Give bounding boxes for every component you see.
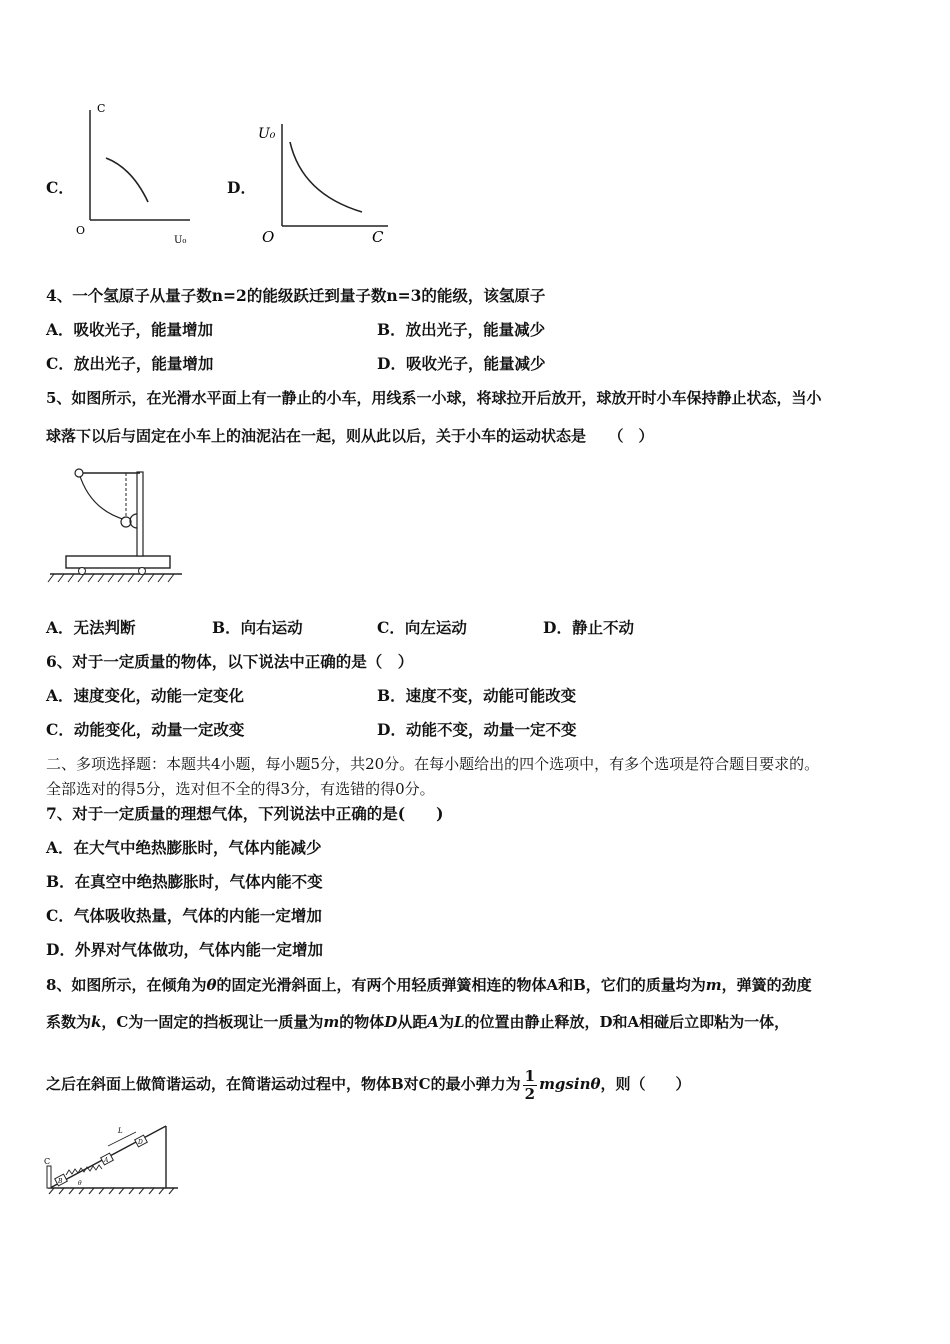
q7-option-d[interactable]: D．外界对气体做功，气体内能一定增加 bbox=[46, 940, 323, 959]
fig-label-l: L bbox=[118, 1127, 123, 1135]
graph-u0-vs-c bbox=[256, 118, 396, 248]
q5-stem-line1: 5、如图所示，在光滑水平面上有一静止的小车，用线系一小球，将球拉开后放开，球放开时小车保持静止状态，当小 bbox=[46, 389, 822, 407]
section2-heading-line2: 全部选对的得5分，选对但不全的得3分，有选错的得0分。 bbox=[46, 780, 435, 798]
graph-d-x-label: C bbox=[372, 228, 384, 246]
q7-stem: 7、对于一定质量的理想气体，下列说法中正确的是( ) bbox=[46, 804, 444, 823]
graph-c-x-label: U₀ bbox=[174, 235, 187, 246]
option-d-label: D． bbox=[227, 178, 256, 197]
q6-option-c[interactable]: C．动能变化，动量一定改变 bbox=[46, 720, 245, 739]
q4-stem: 4、一个氢原子从量子数n=2的能级跃迁到量子数n=3的能级，该氢原子 bbox=[46, 286, 546, 305]
q5-option-d[interactable]: D．静止不动 bbox=[543, 618, 634, 637]
q6-option-a[interactable]: A．速度变化，动能一定变化 bbox=[46, 686, 245, 705]
q5-option-b[interactable]: B．向右运动 bbox=[212, 618, 303, 637]
graph-c-origin: O bbox=[76, 224, 86, 237]
q6-option-b[interactable]: B．速度不变，动能可能改变 bbox=[377, 686, 577, 705]
incline-spring-figure bbox=[40, 1118, 182, 1198]
q5-option-a[interactable]: A．无法判断 bbox=[46, 618, 136, 637]
q4-option-a[interactable]: A．吸收光子，能量增加 bbox=[46, 320, 214, 339]
fig-label-c: C bbox=[44, 1157, 51, 1166]
fraction-one-half: $\frac{1}{2}$ bbox=[524, 1066, 536, 1103]
option-c-label: C． bbox=[46, 178, 74, 197]
fig-label-a: A bbox=[104, 1157, 109, 1164]
q6-stem: 6、对于一定质量的物体，以下说法中正确的是（ ） bbox=[46, 652, 414, 671]
graph-d-origin: O bbox=[262, 228, 275, 246]
q8-stem-line3: 之后在斜面上做简谐运动，在简谐运动过程中，物体B对C的最小弹力为 $\frac{1}{2}$ mgsinθ，则（ ） bbox=[46, 1066, 691, 1103]
q5-option-c[interactable]: C．向左运动 bbox=[377, 618, 467, 637]
q7-option-c[interactable]: C．气体吸收热量，气体的内能一定增加 bbox=[46, 906, 322, 925]
q4-option-c[interactable]: C．放出光子，能量增加 bbox=[46, 354, 214, 373]
q8-stem-line2: 系数为k，C为一固定的挡板现让一质量为m的物体D从距A为L的位置由静止释放，D和A相碰后立即粘为一体， bbox=[46, 1013, 790, 1031]
q7-option-a[interactable]: A．在大气中绝热膨胀时，气体内能减少 bbox=[46, 838, 322, 857]
graph-c-y-label: C bbox=[97, 102, 106, 115]
q6-option-d[interactable]: D．动能不变，动量一定不变 bbox=[377, 720, 577, 739]
graph-d-y-label: U₀ bbox=[258, 126, 276, 142]
q5-stem-line2: 球落下以后与固定在小车上的油泥沾在一起，则从此以后，关于小车的运动状态是 （ ） bbox=[46, 427, 654, 445]
cart-pendulum-figure bbox=[46, 462, 186, 584]
q7-option-b[interactable]: B．在真空中绝热膨胀时，气体内能不变 bbox=[46, 872, 323, 891]
fig-label-d: D bbox=[138, 1139, 143, 1146]
fig-label-b: B bbox=[58, 1178, 63, 1185]
graph-c-vs-u0 bbox=[70, 98, 200, 248]
section2-heading-line1: 二、多项选择题：本题共4小题，每小题5分，共20分。在每小题给出的四个选项中，有多个选项是符合题目要求的。 bbox=[46, 755, 820, 773]
q4-option-b[interactable]: B．放出光子，能量减少 bbox=[377, 320, 546, 339]
q8-stem-line1: 8、如图所示，在倾角为θ的固定光滑斜面上，有两个用轻质弹簧相连的物体A和B，它们的质量均为m，弹簧的劲度 bbox=[46, 976, 812, 994]
q4-option-d[interactable]: D．吸收光子，能量减少 bbox=[377, 354, 546, 373]
fig-label-theta: θ bbox=[78, 1180, 82, 1187]
